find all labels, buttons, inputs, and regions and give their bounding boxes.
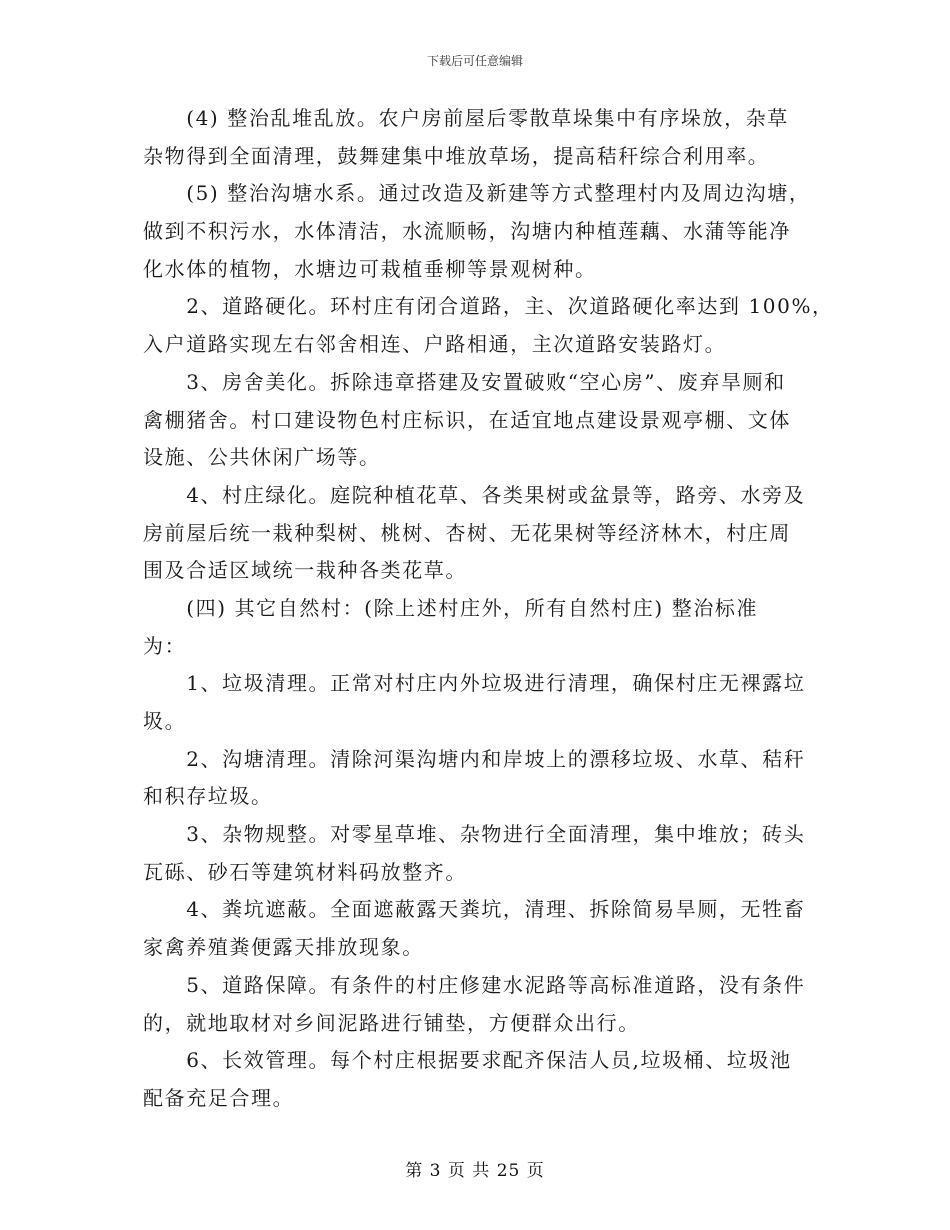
text-line: 设施、公共休闲广场等。 <box>143 445 381 470</box>
text-line: 3、杂物规整。对零星草堆、杂物进行全面清理，集中堆放；砖头 <box>143 822 806 847</box>
page-header: 下载后可任意编辑 <box>426 54 523 68</box>
text-line: 和积存垃圾。 <box>143 784 273 809</box>
text-line: 房前屋后统一栽种梨树、桃树、杏树、无花果树等经济林木，村庄周 <box>143 520 791 545</box>
text-line: 4、村庄绿化。庭院种植花草、各类果树或盆景等，路旁、水旁及 <box>143 482 806 507</box>
text-line: 2、沟塘清理。清除河渠沟塘内和岸坡上的漂移垃圾、水草、秸秆 <box>143 746 806 771</box>
text-line: (四) 其它自然村：(除上述村庄外，所有自然村庄) 整治标准 <box>143 595 759 620</box>
text-line: 化水体的植物，水塘边可栽植垂柳等景观树种。 <box>143 256 597 281</box>
text-line: 瓦砾、砂石等建筑材料码放整齐。 <box>143 859 467 884</box>
text-line: 杂物得到全面清理，鼓舞建集中堆放草场，提高秸秆综合利用率。 <box>143 143 770 168</box>
text-line: 6、长效管理。每个村庄根据要求配齐保洁人员,垃圾桶、垃圾池 <box>143 1048 792 1073</box>
text-line: 做到不积污水，水体清洁，水流顺畅，沟塘内种植莲藕、水蒲等能净 <box>143 219 791 244</box>
text-line: 5、道路保障。有条件的村庄修建水泥路等高标准道路，没有条件 <box>143 972 806 997</box>
text-line: (5) 整治沟塘水系。通过改造及新建等方式整理村内及周边沟塘， <box>143 181 811 206</box>
document-body <box>143 106 834 1126</box>
text-line: 围及合适区域统一栽种各类花草。 <box>143 558 467 583</box>
page-number-footer: 第 3 页 共 25 页 <box>405 1161 545 1181</box>
text-line: 的，就地取材对乡间泥路进行铺垫，方便群众出行。 <box>143 1010 640 1035</box>
text-line: 禽棚猪舍。村口建设物色村庄标识，在适宜地点建设景观亭棚、文体 <box>143 407 791 432</box>
text-line: (4) 整治乱堆乱放。农户房前屋后零散草垛集中有序垛放，杂草 <box>143 106 789 130</box>
text-line: 为： <box>143 633 187 658</box>
text-line: 4、粪坑遮蔽。全面遮蔽露天粪坑，清理、拆除简易旱厕，无牲畜 <box>143 897 806 922</box>
text-line: 配备充足合理。 <box>143 1085 295 1110</box>
text-line: 3、房舍美化。拆除违章搭建及安置破败“空心房”、废弃旱厕和 <box>143 369 786 394</box>
text-line: 1、垃圾清理。正常对村庄内外垃圾进行清理，确保村庄无裸露垃 <box>143 671 806 696</box>
text-line: 2、道路硬化。环村庄有闭合道路，主、次道路硬化率达到 100%， <box>143 294 834 319</box>
text-line: 家禽养殖粪便露天排放现象。 <box>143 935 424 960</box>
text-line: 入户道路实现左右邻舍相连、户路相通，主次道路安装路灯。 <box>143 332 727 357</box>
text-line: 圾。 <box>143 709 187 733</box>
